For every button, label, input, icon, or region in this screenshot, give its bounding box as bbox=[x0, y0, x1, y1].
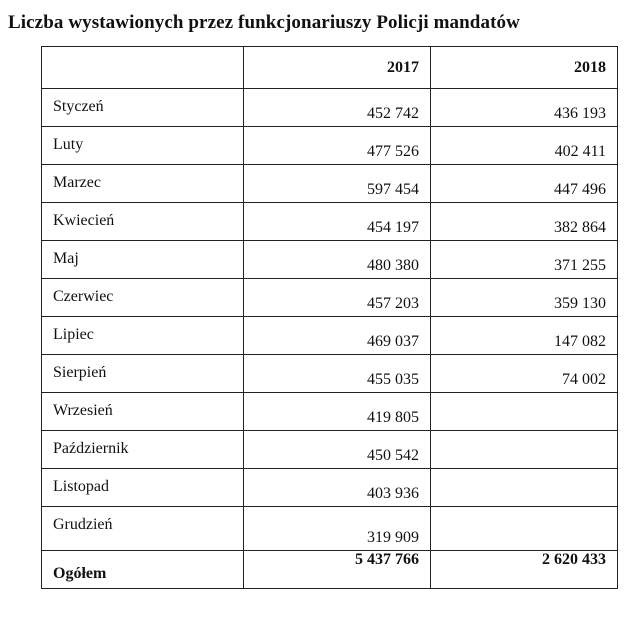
value-2018-cell bbox=[431, 507, 618, 551]
table-row bbox=[42, 469, 618, 507]
month-cell: Kwiecień bbox=[42, 203, 244, 241]
value-2017-cell: 597 454 bbox=[244, 165, 431, 203]
page-title: Liczba wystawionych przez funkcjonariuszy Policji mandatów bbox=[8, 12, 520, 33]
table-row bbox=[42, 203, 618, 241]
value-2017-cell: 403 936 bbox=[244, 469, 431, 507]
value-2017-cell: 480 380 bbox=[244, 241, 431, 279]
table-row bbox=[42, 165, 618, 203]
value-2018-cell: 359 130 bbox=[431, 279, 618, 317]
table-header-row bbox=[42, 47, 618, 89]
table-row bbox=[42, 355, 618, 393]
value-2018-cell: 382 864 bbox=[431, 203, 618, 241]
month-cell: Luty bbox=[42, 127, 244, 165]
total-2017: 5 437 766 bbox=[244, 551, 431, 589]
value-2018-cell: 402 411 bbox=[431, 127, 618, 165]
month-cell: Listopad bbox=[42, 469, 244, 507]
value-2018-cell bbox=[431, 431, 618, 469]
value-2017-cell: 457 203 bbox=[244, 279, 431, 317]
table-row bbox=[42, 507, 618, 551]
month-cell: Grudzień bbox=[42, 507, 244, 551]
value-2017-cell: 450 542 bbox=[244, 431, 431, 469]
value-2017-cell: 419 805 bbox=[244, 393, 431, 431]
value-2018-cell: 371 255 bbox=[431, 241, 618, 279]
value-2017-cell: 469 037 bbox=[244, 317, 431, 355]
value-2018-cell: 447 496 bbox=[431, 165, 618, 203]
value-2018-cell bbox=[431, 393, 618, 431]
tickets-table bbox=[41, 46, 618, 589]
month-cell: Czerwiec bbox=[42, 279, 244, 317]
table-row bbox=[42, 317, 618, 355]
month-cell: Lipiec bbox=[42, 317, 244, 355]
month-cell: Październik bbox=[42, 431, 244, 469]
header-label-cell bbox=[42, 47, 244, 89]
header-year-2018: 2018 bbox=[431, 47, 618, 89]
value-2017-cell: 454 197 bbox=[244, 203, 431, 241]
table-row bbox=[42, 431, 618, 469]
month-cell: Wrzesień bbox=[42, 393, 244, 431]
table-row bbox=[42, 393, 618, 431]
total-2018: 2 620 433 bbox=[431, 551, 618, 589]
value-2018-cell: 147 082 bbox=[431, 317, 618, 355]
value-2018-cell: 436 193 bbox=[431, 89, 618, 127]
value-2017-cell: 455 035 bbox=[244, 355, 431, 393]
month-cell: Styczeń bbox=[42, 89, 244, 127]
table-row bbox=[42, 241, 618, 279]
total-label: Ogółem bbox=[42, 551, 244, 589]
table-row bbox=[42, 89, 618, 127]
value-2017-cell: 477 526 bbox=[244, 127, 431, 165]
value-2017-cell: 452 742 bbox=[244, 89, 431, 127]
value-2018-cell: 74 002 bbox=[431, 355, 618, 393]
table-row bbox=[42, 279, 618, 317]
table-row bbox=[42, 127, 618, 165]
month-cell: Sierpień bbox=[42, 355, 244, 393]
month-cell: Maj bbox=[42, 241, 244, 279]
value-2018-cell bbox=[431, 469, 618, 507]
table-total-row bbox=[42, 551, 618, 589]
month-cell: Marzec bbox=[42, 165, 244, 203]
value-2017-cell: 319 909 bbox=[244, 507, 431, 551]
header-year-2017: 2017 bbox=[244, 47, 431, 89]
